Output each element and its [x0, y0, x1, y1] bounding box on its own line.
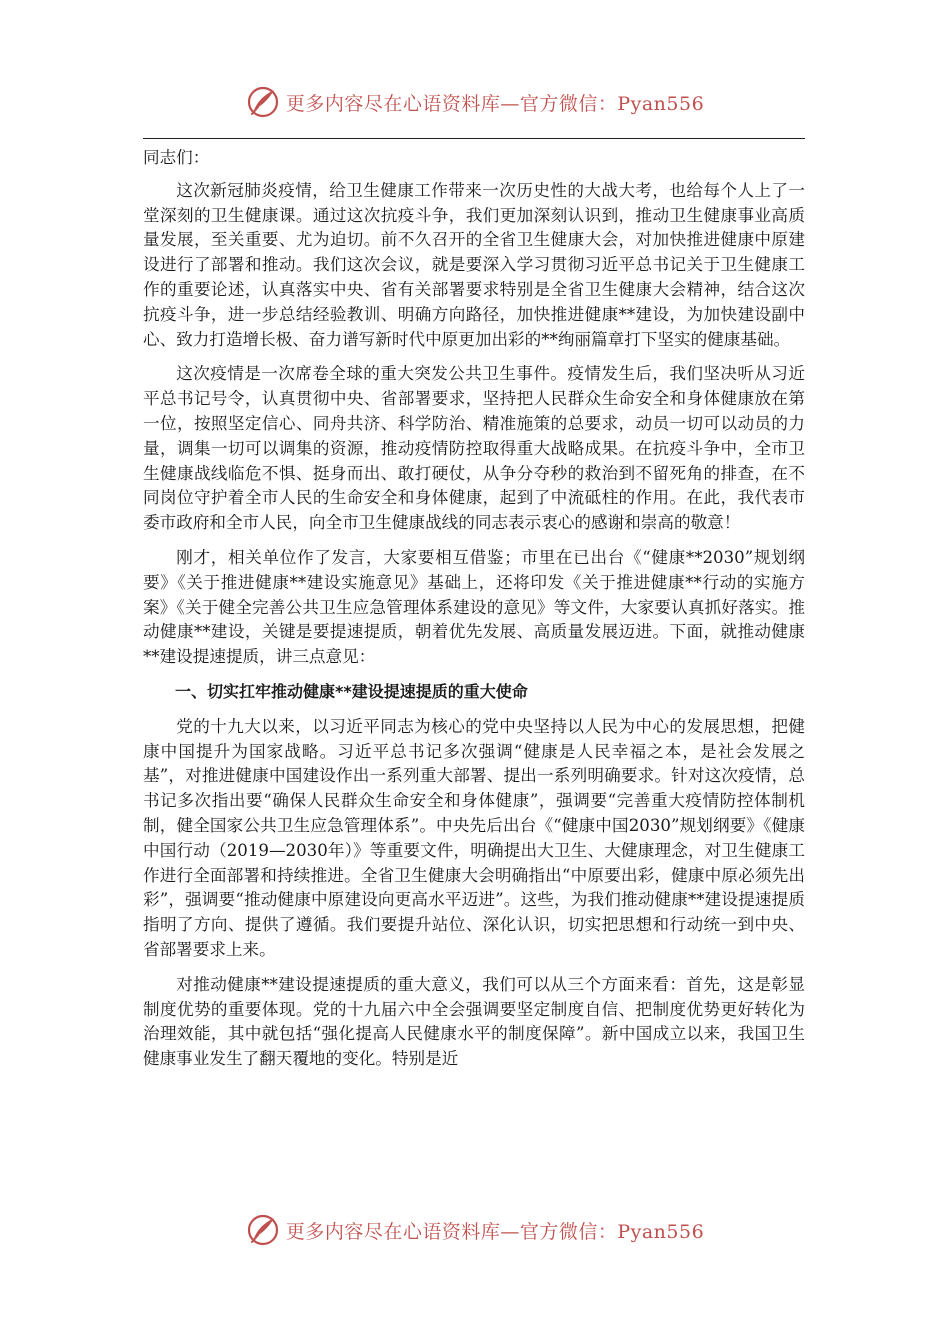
footer-banner — [0, 1210, 950, 1250]
paragraph: 对推动健康**建设提速提质的重大意义，我们可以从三个方面来看：首先，这是彰显制度优势的重要体现。党的十九届六中全会强调要坚定制度自信、把制度优势更好转化为治理效能，其中就包括“强化提高人民健康水平的制度保障”。新中国成立以来，我国卫生健康事业发生了翻天覆地的变化。特别是近 — [143, 974, 805, 1069]
paragraph: 这次新冠肺炎疫情，给卫生健康工作带来一次历史性的大战大考，也给每个人上了一堂深刻的卫生健康课。通过这次抗疫斗争，我们更加深刻认识到，推动卫生健康事业高质量发展，至关重要、尤为迫切。前不久召开的全省卫生健康大会，对加快推进健康中原建设进行了部署和推动。我们这次会议，就是要深入学习贯彻习近平总书记关于卫生健康工作的重要论述，认真落实中央、省有关部署要求特别是全省卫生健康大会精神，结合这次抗疫斗争，进一步总结经验教训、明确方向路径，加快推进健康**建设，为加快建设副中心、致力打造增长极、奋力谱写新时代中原更加出彩的**绚丽篇章打下坚实的健康基础。 — [143, 180, 805, 349]
paragraph: 党的十九大以来，以习近平同志为核心的党中央坚持以人民为中心的发展思想，把健康中国提升为国家战略。习近平总书记多次强调“健康是人民幸福之本，是社会发展之基”，对推进健康中国建设作出一系列重大部署、提出一系列明确要求。针对这次疫情，总书记多次指出要“确保人民群众生命安全和身体健康”，强调要“完善重大疫情防控体制机制，健全国家公共卫生应急管理体系”。中央先后出台《“健康中国2030”规划纲要》《健康中国行动（2019—2030年）》等重要文件，明确提出大卫生、大健康理念，对卫生健康工作进行全面部署和持续推进。全省卫生健康大会明确指出“中原要出彩，健康中原必须先出彩”，强调要“推动健康中原建设向更高水平迈进”。这些，为我们推动健康**建设提速提质指明了方向、提供了遵循。我们要提升站位、深化认识，切实把思想和行动统一到中央、省部署要求上来。 — [143, 716, 805, 959]
header-divider — [143, 138, 805, 139]
quill-logo-icon — [246, 85, 280, 119]
document-body — [143, 146, 805, 1082]
section-heading: 一、切实扛牢推动健康**建设提速提质的重大使命 — [175, 681, 528, 701]
paragraph: 刚才，相关单位作了发言，大家要相互借鉴；市里在已出台《“健康**2030”规划纲要》《关于推进健康**建设实施意见》基础上，还将印发《关于推进健康**行动的实施方案》《关于健全完善公共卫生应急管理体系建设的意见》等文件，大家要认真抓好落实。推动健康**建设，关键是要提速提质，朝着优先发展、高质量发展迈进。下面，就推动健康**建设提速提质，讲三点意见： — [143, 547, 805, 667]
header-banner-text: 更多内容尽在心语资料库—官方微信：Pyan556 — [285, 92, 705, 115]
footer-banner-text: 更多内容尽在心语资料库—官方微信：Pyan556 — [285, 1220, 705, 1243]
header-banner — [0, 82, 950, 122]
paragraph: 这次疫情是一次席卷全球的重大突发公共卫生事件。疫情发生后，我们坚决听从习近平总书记号令，认真贯彻中央、省部署要求，坚持把人民群众生命安全和身体健康放在第一位，按照坚定信心、同舟共济、科学防治、精准施策的总要求，动员一切可以动员的力量，调集一切可以调集的资源，推动疫情防控取得重大战略成果。在抗疫斗争中，全市卫生健康战线临危不惧、挺身而出、敢打硬仗，从争分夺秒的救治到不留死角的排查，在不同岗位守护着全市人民的生命安全和身体健康，起到了中流砥柱的作用。在此，我代表市委市政府和全市人民，向全市卫生健康战线的同志表示衷心的感谢和崇高的敬意！ — [143, 364, 805, 533]
quill-logo-icon — [246, 1213, 280, 1247]
salutation: 同志们： — [143, 148, 210, 167]
